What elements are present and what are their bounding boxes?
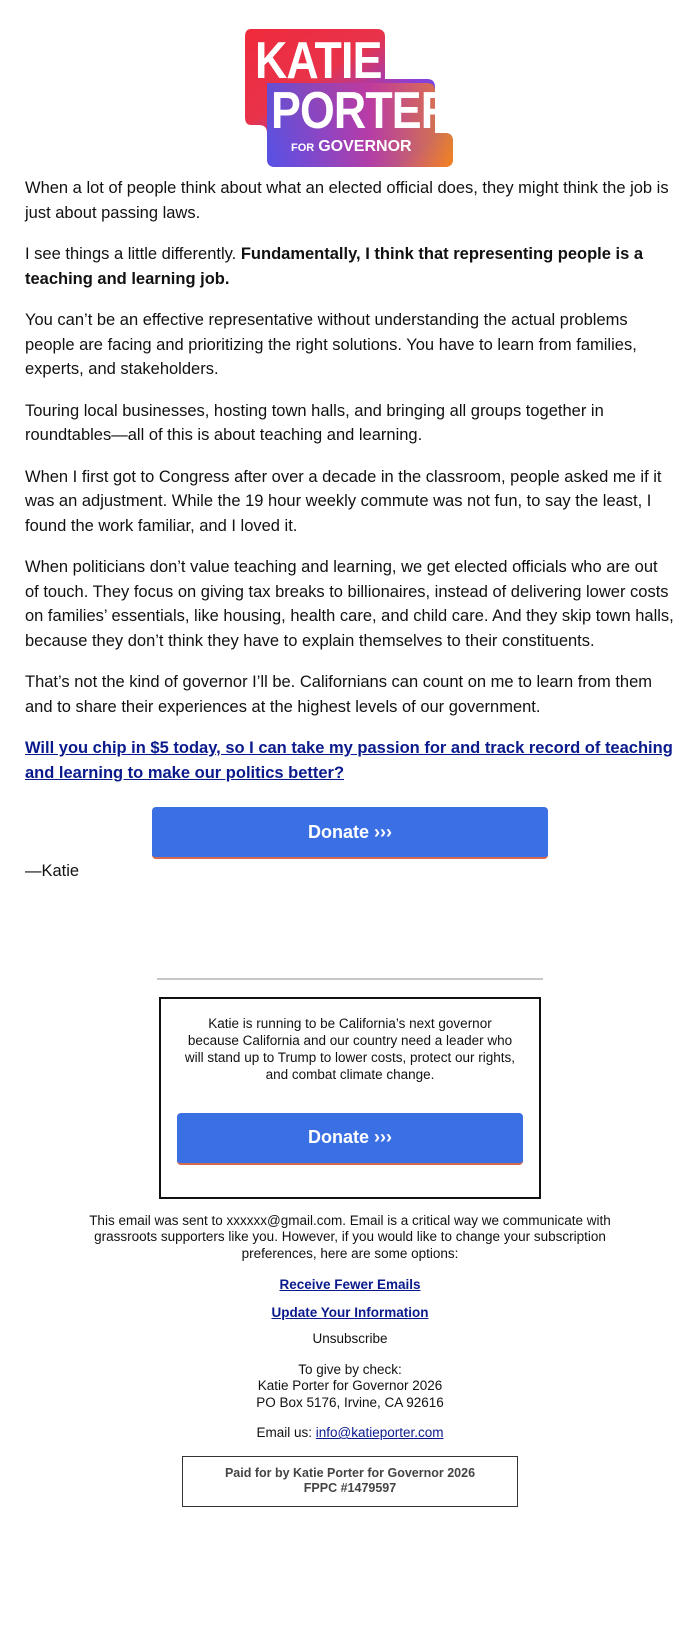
donate-button[interactable]: Donate ›››: [152, 807, 548, 859]
paid-for-line: Paid for by Katie Porter for Governor 2026: [224, 1465, 476, 1480]
paragraph-1: When a lot of people think about what an elected official does, they might think the job is just about passing laws.: [25, 179, 669, 222]
check-payee: Katie Porter for Governor 2026: [257, 1378, 443, 1393]
receive-fewer-emails-link[interactable]: Receive Fewer Emails: [279, 1277, 421, 1292]
logo-wordmark: [245, 29, 455, 167]
paragraph-2: [25, 242, 675, 291]
paragraph-4: Touring local businesses, hosting town halls, and bringing all groups together in roundtables—all of this is about teaching and learning.: [25, 401, 604, 444]
check-address: PO Box 5176, Irvine, CA 92616: [256, 1394, 444, 1410]
paragraph-2-plain: I see things a little differently.: [25, 245, 241, 263]
paid-for-disclaimer: [182, 1456, 518, 1507]
sent-to-notice: This email was sent to xxxxxx@gmail.com. Email is a critical way we communicate with grassroots supporters like you. However, if you would like to change your subscription preferences, here are some options:: [89, 1212, 611, 1261]
fppc-number: FPPC #1479597: [303, 1480, 397, 1495]
legal-footer: [0, 1213, 700, 1442]
check-heading: To give by check:: [298, 1361, 402, 1377]
footer-divider: [157, 978, 543, 980]
logo-line-katie: KATIE: [255, 32, 382, 90]
update-information-link[interactable]: Update Your Information: [271, 1304, 429, 1320]
campaign-logo: [245, 29, 455, 167]
signoff: —Katie: [25, 862, 80, 880]
paragraph-6: When politicians don’t value teaching and learning, we get elected officials who are out of touch. They focus on giving tax breaks to billionaires, instead of delivering lower costs on families’ essentials, like housing, health care, and child care. And they skip town halls, because they don’t think they have to explain themselves to their constituents.: [25, 558, 674, 650]
cta-paragraph: [25, 736, 675, 785]
cta-donate-link[interactable]: Will you chip in $5 today, so I can take my passion for and track record of teaching and learning to make our politics better?: [25, 739, 673, 782]
logo-header: [0, 0, 700, 176]
update-info-row: [0, 1305, 700, 1322]
footer-donate-button[interactable]: Donate ›››: [177, 1113, 523, 1165]
email-address-link[interactable]: info@katieporter.com: [315, 1425, 444, 1440]
logo-governor-text: GOVERNOR: [318, 138, 412, 155]
unsubscribe-link[interactable]: Unsubscribe: [312, 1331, 388, 1346]
paragraph-2-bold: Fundamentally, I think that representing people is a teaching and learning job.: [25, 245, 644, 288]
email-us-row: [0, 1425, 700, 1442]
fewer-emails-row: [0, 1277, 700, 1294]
logo-for-text: FOR: [291, 142, 315, 154]
email-us-label: Email us:: [256, 1425, 316, 1440]
paragraph-5: When I first got to Congress after over a decade in the classroom, people asked me if it was an adjustment. While the 19 hour weekly commute was not fun, to say the least, I found the work familiar, and I loved it.: [25, 467, 662, 535]
logo-line-for-governor: [291, 139, 412, 155]
paragraph-7: That’s not the kind of governor I’ll be. Californians can count on me to learn from them and to share their experiences at the highest levels of our government.: [25, 673, 653, 716]
paragraph-3: You can’t be an effective representative without understanding the actual problems people are facing and prioritizing the right solutions. You have to learn from families, experts, and stakeholders.: [25, 311, 637, 378]
footer-donate-box: [159, 997, 541, 1199]
logo-line-porter: PORTER: [271, 82, 453, 140]
campaign-blurb: Katie is running to be California’s next governor because California and our country need a leader who will stand up to Trump to lower costs, protect our rights, and combat climate change.: [184, 1015, 516, 1082]
donate-row: [25, 807, 675, 859]
email-body: [0, 176, 700, 884]
